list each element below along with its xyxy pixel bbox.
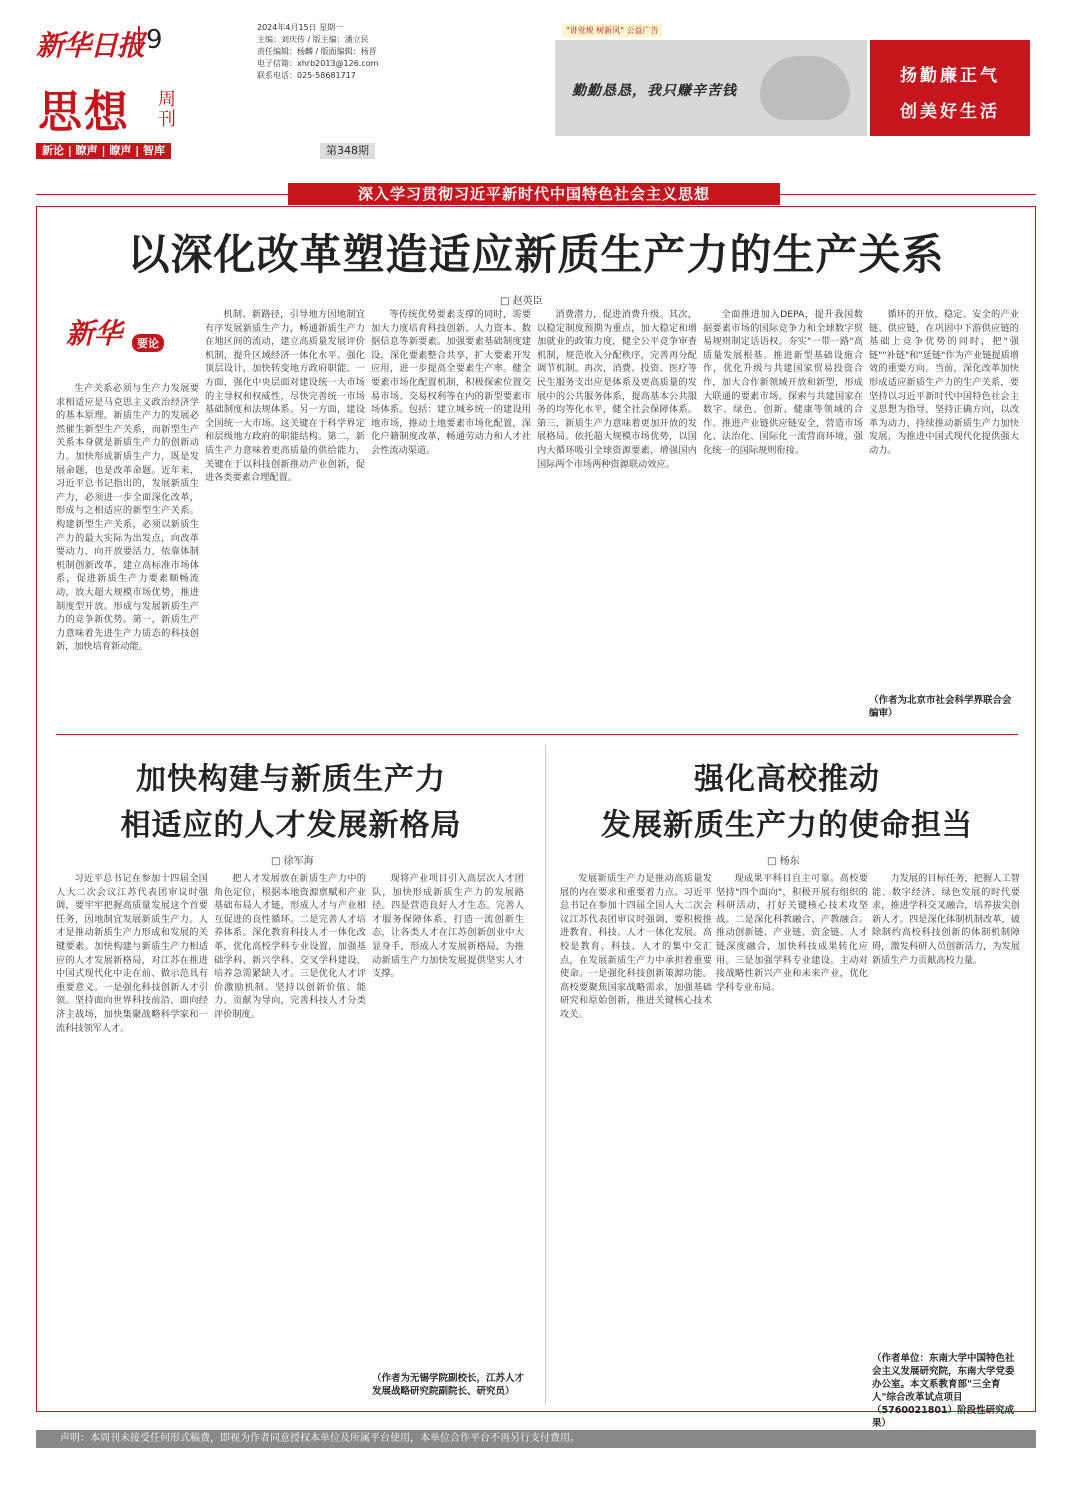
ad-tag: "讲党规 树新风" 公益广告 xyxy=(562,24,662,37)
article-column xyxy=(56,872,208,1392)
paragraph: 现将产业项目引入高层次人才团队，加快形成新质生产力的发展路径。四是营造良好人才生态。完善人才服务保障体系，打造一流创新生态，让各类人才在江苏创新创业中大显身手，形成人才发展新格局，为推动新质生产力加快发展提供坚实人才支撑。 xyxy=(372,873,524,980)
lead-column xyxy=(703,308,863,718)
meta-line: 主编：刘庆传 / 版主编：潘立民 xyxy=(257,35,369,44)
article-column xyxy=(372,872,524,1362)
ad-red-line: 创美好生活 xyxy=(900,102,1000,122)
article-byline: □ 杨东 xyxy=(767,856,800,867)
ad-slogan: 勤勤恳恳，我只赚辛苦钱 xyxy=(572,83,737,99)
issue-number: 第348期 xyxy=(320,143,375,159)
logo-text: 新华 xyxy=(66,317,123,350)
paragraph: 发展新质生产力是推动高质量发展的内在要求和重要着力点。习近平总书记在参加十四届全国人大二次会议江苏代表团审议时强调，要积极推进教育、科技、人才一体化发展。高校是教育、科技、人才的集中交汇点，在发展新质生产力中承担着重要使命。一是强化科技创新策源功能。高校要聚焦国家战略需求，加强基础研究和原始创新，推进关键核心技术攻关。 xyxy=(560,873,712,1020)
article-column xyxy=(560,872,712,1392)
paragraph: 现成果平科目自主可靠。高校要坚持"四个面向"，积极开展有组织的科研活动，打好关键核心技术攻坚战。二是深化科教融合、产教融合。推动创新链、产业链、资金链、人才链深度融合，加快科技成果转化应用。三是加强学科专业建设。主动对接战略性新兴产业和未来产业，优化学科专业布局。 xyxy=(716,873,868,993)
ad-red-line: 扬勤廉正气 xyxy=(900,66,1000,86)
headline-line: 加快构建与新质生产力 xyxy=(136,762,446,797)
xinhua-yaolun-logo xyxy=(66,312,186,362)
section-title: 思想 xyxy=(38,87,130,138)
paragraph: 等传统优势要素支撑的同时，需要加大力度培育科技创新、人力资本、数据信息等新要素。加强要素基础制度建设，深化要素整合共享，扩大要素开发应用，进一步提高全要素生产率。健全要素市场化配置机制，积极探索位置交易市场、交易权利等在内的新型要素市场体系。包括：建立城乡统一的建设用地市场，推动土地要素市场化配置，深化户籍制度改革，畅通劳动力和人才社会性流动渠道。 xyxy=(371,309,531,456)
masthead-meta xyxy=(257,22,378,82)
headline-line: 发展新质生产力的使命担当 xyxy=(601,808,973,843)
paragraph: 力发展的目标任务，把握人工智能、数字经济、绿色发展的时代要求，推进学科交叉融合，培养拔尖创新人才。四是深化体制机制改革，破除制约高校科技创新的体制机制障碍，激发科研人员创新活力，为发展新质生产力贡献高校力量。 xyxy=(872,873,1020,966)
meta-line: 联系电话：025-58681717 xyxy=(257,71,356,80)
ad-red-panel xyxy=(870,40,1030,136)
author-note: （作者为北京市社会科学界联合会编审） xyxy=(869,695,1012,719)
author-note: （作者单位：东南大学中国特色社会主义发展研究院，东南大学党委办公室。本文系教育部"三全育人"综合改革试点项目（5760021801）阶段性研究成果） xyxy=(872,1353,1015,1429)
lead-column xyxy=(205,308,365,718)
article-column xyxy=(872,872,1020,1342)
masthead xyxy=(0,0,1071,160)
article-byline: □ 徐军海 xyxy=(271,856,314,867)
lead-column xyxy=(537,308,697,718)
author-note: （作者为无锡学院副校长，江苏人才发展战略研究院副院长、研究员） xyxy=(372,1373,525,1397)
piggy-bank-icon xyxy=(760,56,850,120)
footer-statement: 声明：本周刊未接受任何形式稿费，即视为作者同意授权本单位及所属平台使用，本单位合作平台不再另行支付费用。 xyxy=(36,1430,1036,1448)
date-line: 2024年4月15日 星期一 xyxy=(257,23,344,32)
meta-line: 责任编辑：杨麟 / 版面编辑：杨晋 xyxy=(257,47,377,56)
article-column xyxy=(214,872,366,1392)
article-headline xyxy=(552,757,1022,849)
lead-column xyxy=(869,308,1019,688)
lead-column xyxy=(56,382,199,718)
section-subtitle: 周刊 xyxy=(158,89,176,130)
paragraph: 习近平总书记在参加十四届全国人大二次会议江苏代表团审议时强调，要牢牢把握高质量发展这个首要任务，因地制宜发展新质生产力。人才是推动新质生产力形成和发展的关键要素。加快构建与新质生产力相适应的人才发展新格局，对江苏在推进中国式现代化中走在前、做示范具有重要意义。一是强化科技创新人才引领。坚持面向世界科技前沿、面向经济主战场，加快集聚战略科学家和一流科技领军人才。 xyxy=(56,873,208,1034)
theme-ribbon: 深入学习贯彻习近平新时代中国特色社会主义思想 xyxy=(288,183,780,205)
paragraph: 全面推进加入DEPA，提升我国数据要素市场的国际竞争力和全球数字贸易规则制定话语权。夯实"一带一路"高质量发展根基。推进新型基础设施合作，优化升级与共建国家贸易投资合作，加大合作新领域开放和新型，形成大联通的要素市场。探索与共建国家在数字、绿色、创新、健康等领域的合作。推进产业链供应链安全，营造市场化、法治化、国际化一流营商环境，强化统一的国际规则衔接。 xyxy=(703,309,863,456)
article-column xyxy=(716,872,868,1392)
paragraph: 把人才发展放在新质生产力中的角色定位，根据本地资源禀赋和产业基础布局人才链，形成人才与产业相互促进的良性循环。二是完善人才培养体系。深化教育科技人才一体化改革，优化高校学科专业设置，加强基础学科、新兴学科、交叉学科建设，培养急需紧缺人才。三是优化人才评价激励机制。坚持以创新价值、能力、贡献为导向，完善科技人才分类评价制度。 xyxy=(214,873,366,1020)
meta-line: 电子信箱：xhrb2013@126.com xyxy=(257,59,379,68)
paragraph: 生产关系必须与生产力发展要求相适应是马克思主义政治经济学的基本原理。新质生产力的发展必然催生新型生产关系，而新型生产关系本身就是新质生产力的创新动力。加快形成新质生产力，既是发展命题，也是改革命题。近年来，习近平总书记指出的，发展新质生产力，必须进一步全面深化改革，形成与之相适应的新型生产关系。构建新型生产关系，必须以新质生产力的最大实际为出发点，向改革要动力，向开放要活力，依靠体制机制创新改革，建立高标准市场体系，促进新质生产力要素顺畅流动，放大超大规模市场优势，推进制度型开放。形成与发展新质生产力的竞争新优势。第一，新质生产力意味着先进生产力质态的科技创新，加快培育新动能。 xyxy=(56,383,199,653)
lead-headline: 以深化改革塑造适应新质生产力的生产关系 xyxy=(127,230,945,279)
lead-byline: □ 赵英臣 xyxy=(500,296,543,307)
paragraph: 机制、新路径，引导地方因地制宜有序发展新质生产力，畅通新质生产力在地区间的流动，建立高质量发展评价机制，提升区域经济一体化水平。强化顶层设计，加快转变地方政府职能。一方面，强化中央层面对建设统一大市场的主导权和权威性，尽快完善统一市场基础制度和法规体系。另一方面，建设全国统一大市场。这关键在于科学界定和层级地方政府的职能结构。第二，新质生产力意味着更高质量的供给能力，关键在于以科技创新推动产业创新，促进各类要素合理配置。 xyxy=(205,309,365,484)
headline-line: 相适应的人才发展新格局 xyxy=(120,808,462,843)
page-number: 9 xyxy=(138,26,163,54)
paragraph: 循环的开放，稳定、安全的产业链、供应链，在巩固中下游供应链的基础上竞争优势的同时，把"强链""补链"和"延链"作为产业链提质增效的重要方向。当前，深化改革加快形成适应新质生产力的生产关系，要坚持以习近平新时代中国特色社会主义思想为指导，坚持正确方向，以改革为动力，持续推动新质生产力加快发展，为推进中国式现代化提供强大动力。 xyxy=(869,309,1019,456)
section-divider xyxy=(56,734,1018,735)
logo-badge: 要论 xyxy=(132,334,164,352)
headline-line: 强化高校推动 xyxy=(694,762,880,797)
column-divider xyxy=(545,745,546,1405)
lead-column xyxy=(371,308,531,718)
paragraph: 消费潜力，促进消费升级。其次，以稳定制度预期为重点，加大稳定和增加就业的政策力度，健全公平竞争审查机制，规范收入分配秩序，完善再分配调节机制。再次，消费、投资、医疗等民生服务支出应是体系及更高质量的发展中的公共服务体系，提高基本公共服务的均等化水平，健全社会保障体系。第三，新质生产力意味着更加开放的发展格局。依托超大规模市场优势，以国内大循环吸引全球资源要素，增强国内国际两个市场两种资源联动效应。 xyxy=(537,309,697,470)
article-headline xyxy=(56,757,526,849)
section-nav: 新论 | 瞭声 | 瞭声 | 智库 xyxy=(36,143,171,159)
paper-logo: 新华日报 xyxy=(36,29,145,62)
